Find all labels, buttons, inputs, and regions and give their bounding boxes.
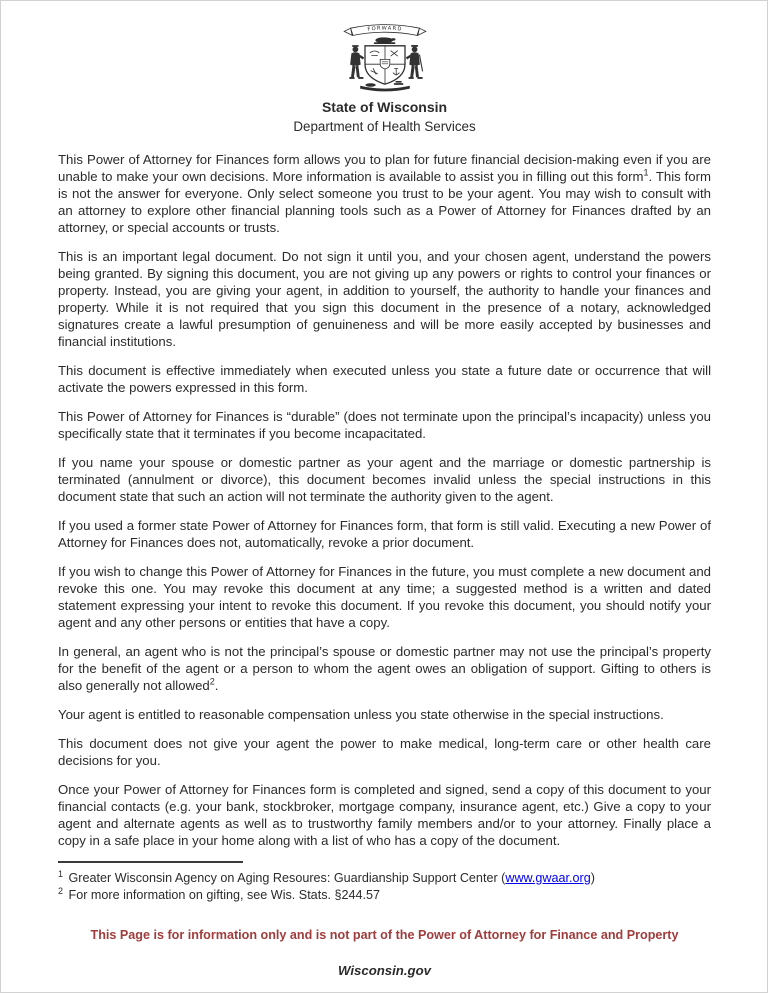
paragraph: This document is effective immediately when executed unless you state a future date or occurrence that will activate the powers expressed in this form. xyxy=(58,363,711,395)
footnotes xyxy=(58,870,711,904)
footnote-marker: 2 xyxy=(58,885,64,896)
superscript-ref: 2 xyxy=(209,676,215,687)
paragraph: This is an important legal document. Do not sign it until you, and your chosen agent, understand the powers being granted. By signing this document, you are not giving up any powers or rights to control your finances or property. Instead, you are giving your agent, in addition to yourself, the authority to handle your finances and property. While it is not required that you sign this document in the presence of a notary, acknowledged signatures create a lawful presumption of genuineness and will be more easily accepted by businesses and financial institutions. xyxy=(58,249,711,349)
paragraph: If you wish to change this Power of Attorney for Finances in the future, you must complete a new document and revoke this one. You may revoke this document at any time; a suggested method is a written and dated statement expressing your intent to revoke this document. If you revoke this document, you should notify your agent and any other persons or entities that have a copy. xyxy=(58,564,711,630)
paragraph: In general, an agent who is not the principal’s spouse or domestic partner may not use the principal’s property for the benefit of the agent or a person to whom the agent owes an obligation of support. Gifting to others is also generally not allowed$^2$. xyxy=(58,644,711,693)
document-header xyxy=(58,17,711,135)
info-notice: This Page is for information only and is not part of the Power of Attorney for Finance and Property xyxy=(90,928,679,942)
superscript-ref: 1 xyxy=(643,167,649,178)
body-paragraphs xyxy=(58,151,711,849)
paragraph: This document does not give your agent the power to make medical, long-term care or other health care decisions for you. xyxy=(58,736,711,768)
paragraph: If you used a former state Power of Attorney for Finances form, that form is still valid. Executing a new Power of Attorney for Finances does not, automatically, revoke a prior document. xyxy=(58,518,711,550)
footnote-separator xyxy=(58,861,243,863)
page-title: State of Wisconsin xyxy=(321,99,448,115)
badger-crest-icon xyxy=(373,37,395,44)
wisconsin-gov-label: Wisconsin.gov xyxy=(338,963,431,978)
page-subtitle: Department of Health Services xyxy=(293,119,476,134)
gwaar-link[interactable]: www.gwaar.org xyxy=(505,871,591,885)
sailor-supporter-icon xyxy=(349,45,364,79)
miner-supporter-icon xyxy=(405,45,422,79)
paragraph: This Power of Attorney for Finances is “durable” (does not terminate upon the principal’s incapacity) unless you specifically state that it terminates if you become incapacitated. xyxy=(58,409,711,441)
paragraph: Once your Power of Attorney for Finances form is completed and signed, send a copy of this document to your financial contacts (e.g. your bank, stockbroker, mortgage company, insurance agent, etc.) Give a copy to your agent and alternate agents as well as to trustworthy family members and/or to your attorney. Finally place a copy in a safe place in your home along with a list of who has a copy of the document. xyxy=(58,782,711,848)
footnote: $^1$ Greater Wisconsin Agency on Aging Resoures: Guardianship Support Center (www.gwaar.org) xyxy=(58,868,595,885)
seal-banner-text: FORWARD xyxy=(366,25,403,33)
paragraph: Your agent is entitled to reasonable compensation unless you state otherwise in the special instructions. xyxy=(58,707,664,722)
footnote: $^2$ For more information on gifting, see Wis. Stats. §244.57 xyxy=(58,885,381,902)
paragraph: If you name your spouse or domestic partner as your agent and the marriage or domestic partnership is terminated (annulment or divorce), this document becomes invalid unless the special instructions in this document state that such an action will not terminate the authority given to the agent. xyxy=(58,455,711,504)
paragraph: This Power of Attorney for Finances form allows you to plan for future financial decision-making even if you are unable to make your own decisions. More information is available to assist you in filling out this form$^1$. This form is not the answer for everyone. Only select someone you trust to be your agent. You may wish to consult with an attorney to explore other financial planning tools such as a Power of Attorney for Finances drafted by an attorney, or special accounts or trusts. xyxy=(58,152,712,235)
wisconsin-state-seal-icon xyxy=(333,17,437,97)
footnote-marker: 1 xyxy=(58,868,64,879)
